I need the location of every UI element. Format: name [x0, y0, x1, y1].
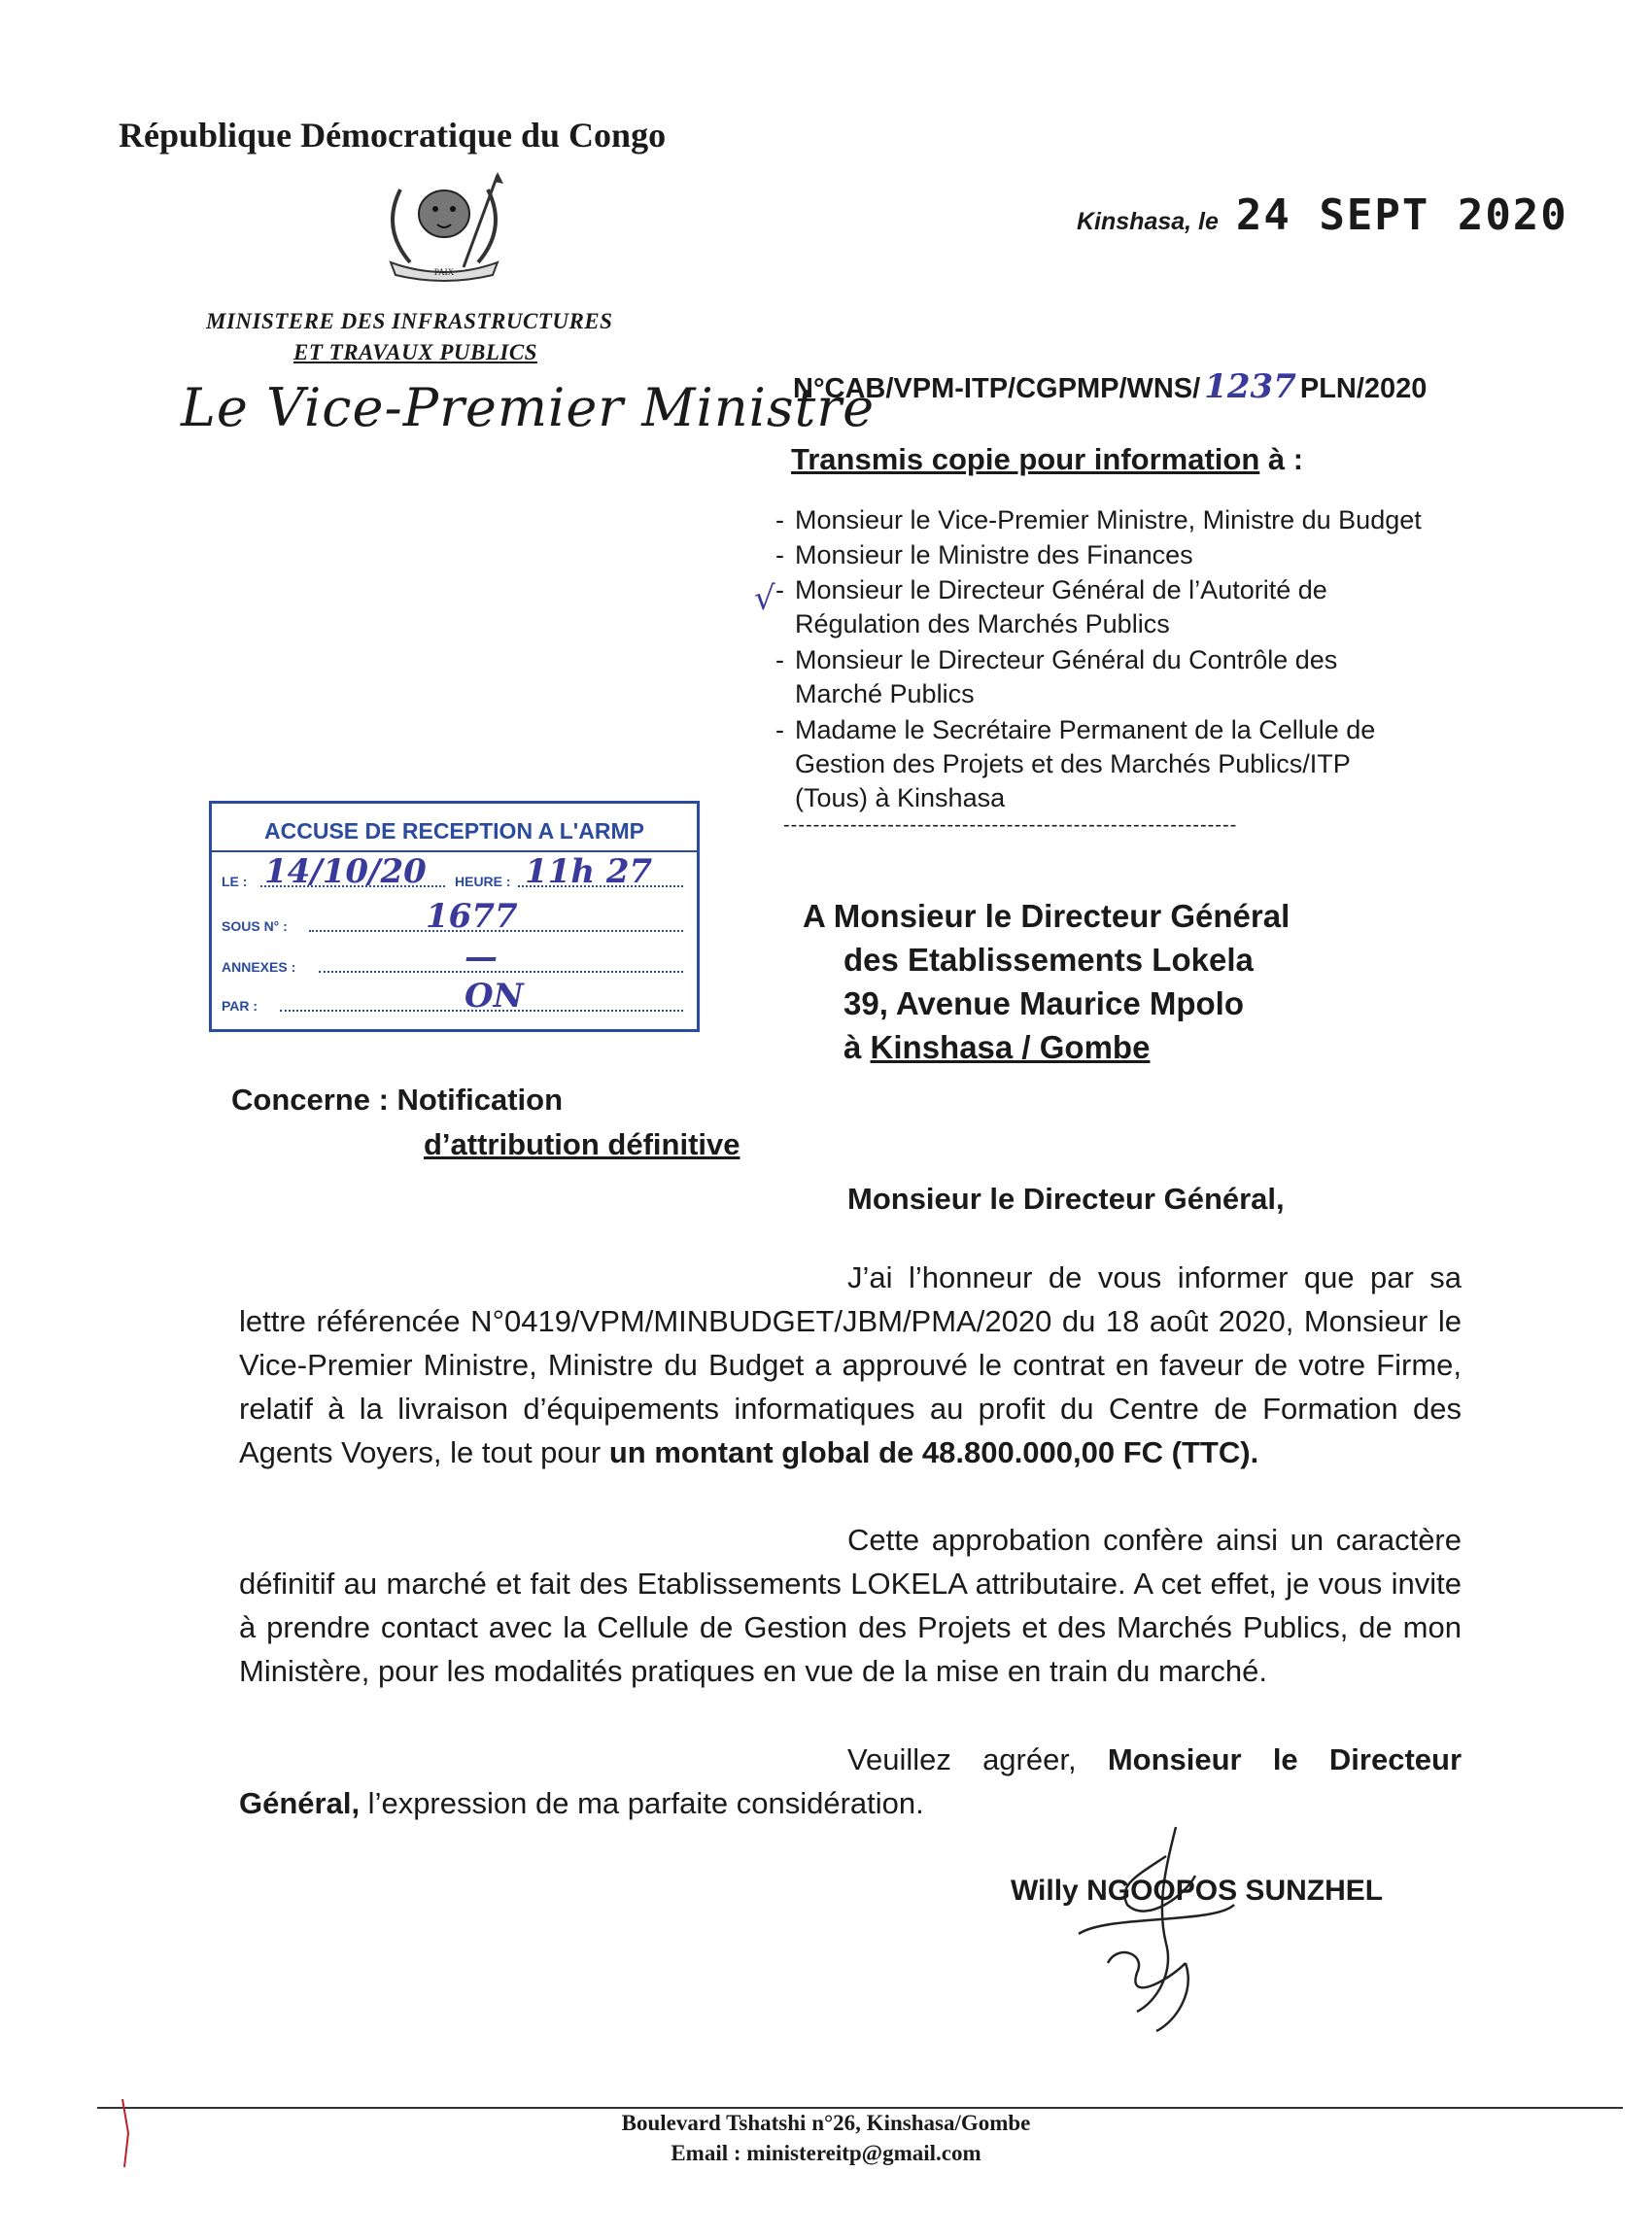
margin-pen-mark	[117, 2094, 136, 2172]
ministry-name-line2: ET TRAVAUX PUBLICS	[293, 340, 537, 364]
transmis-underlined: Transmis copie pour information	[791, 442, 1260, 476]
armp-reception-stamp	[209, 801, 700, 1032]
addressee-city: Kinshasa / Gombe	[870, 1029, 1151, 1065]
date-label: Kinshasa, le	[1077, 208, 1219, 235]
stamp-par-label: PAR :	[222, 998, 258, 1014]
handwritten-signature	[1020, 1817, 1254, 2041]
separator-line: -------------------------------------------------------------	[783, 814, 1238, 836]
transmis-rest: à :	[1259, 442, 1304, 476]
recipient-line: Monsieur le Directeur Général de l’Autorité de	[795, 575, 1327, 604]
reference-handwritten-number: 1237	[1204, 367, 1296, 406]
recipient-item: - Monsieur le Vice-Premier Ministre, Ministre du Budget	[775, 505, 1422, 534]
footer-divider	[97, 2107, 1623, 2109]
recipient-item: - Monsieur le Directeur Général de l’Autorité de Régulation des Marchés Publics	[775, 575, 1327, 638]
recipient-line: Monsieur le Directeur Général du Contrôle des	[795, 645, 1338, 674]
stamp-annexes-value: —	[465, 938, 498, 977]
addressee-line3: 39, Avenue Maurice Mpolo	[843, 985, 1244, 1021]
reference-suffix: PLN/2020	[1299, 373, 1428, 404]
addressee-line4: à Kinshasa / Gombe	[843, 1029, 1151, 1065]
ministry-name-line1: MINISTERE DES INFRASTRUCTURES	[206, 309, 613, 333]
signatory-name: Willy NGOOPOS SUNZHEL	[1011, 1875, 1384, 1907]
stamp-sous-label: SOUS N° :	[222, 918, 288, 934]
stamp-row-par	[222, 977, 687, 1016]
recipient-item: - Monsieur le Directeur Général du Contrôle des Marché Publics	[775, 645, 1338, 708]
footer-address: Boulevard Tshatshi n°26, Kinshasa/Gombe	[621, 2111, 1031, 2135]
concerne-subject: d’attribution définitive	[424, 1127, 740, 1161]
recipient-item: - Madame le Secrétaire Permanent de la Cellule de Gestion des Projets et des Marchés Publics/ITP (Tous) à Kinshasa	[775, 715, 1376, 812]
stamp-annexes-label: ANNEXES :	[222, 959, 296, 975]
recipient-item: - Monsieur le Ministre des Finances	[775, 540, 1193, 569]
recipient-line: (Tous) à Kinshasa	[795, 783, 1006, 812]
addressee-line2: des Etablissements Lokela	[843, 942, 1254, 978]
recipient-line: Madame le Secrétaire Permanent de la Cellule de	[795, 715, 1376, 744]
stamp-heure-value: 11h 27	[525, 852, 653, 891]
footer-email: Email : ministereitp@gmail.com	[671, 2141, 981, 2165]
transmis-heading	[791, 442, 1303, 477]
body-paragraph-1: J’ai l’honneur de vous informer que par sa lettre référencée N°0419/VPM/MINBUDGET/JBM/PMA/2020 du 18 août 2020, Monsieur le Vice-Premier Ministre, Ministre du Budget a approuvé le contrat en faveur de votre Firme, relatif à la livraison d’équipements informatiques au profit du Centre de Formation des Agents Voyers, le tout pour un montant global de 48.800.000,00 FC (TTC).	[239, 1260, 1462, 1469]
stamp-row-date	[222, 852, 687, 891]
stamp-row-sous	[222, 897, 687, 936]
date-line	[1077, 190, 1568, 240]
recipient-line: Marché Publics	[795, 679, 975, 708]
body-paragraph-3: Veuillez agréer, Monsieur le Directeur Général, l’expression de ma parfaite considération.	[239, 1742, 1463, 1820]
recipient-line: Gestion des Projets et des Marchés Publics/ITP	[795, 749, 1351, 778]
recipient-line: Monsieur le Vice-Premier Ministre, Ministre du Budget	[795, 505, 1422, 534]
amount-text: un montant global de 48.800.000,00 FC (TTC).	[608, 1435, 1259, 1469]
concerne-label: Concerne : Notification	[231, 1083, 564, 1117]
republic-heading: République Démocratique du Congo	[119, 116, 667, 155]
emblem-motto: PAIX	[433, 267, 455, 277]
stamp-sous-value: 1677	[426, 897, 518, 936]
addressee-line1: A Monsieur le Directeur Général	[803, 898, 1291, 934]
stamp-le-label: LE :	[222, 874, 248, 889]
stamp-par-value: ON	[465, 977, 524, 1016]
salutation: Monsieur le Directeur Général,	[847, 1182, 1285, 1216]
recipient-line: Monsieur le Ministre des Finances	[795, 540, 1193, 569]
stamp-title: ACCUSE DE RECEPTION A L'ARMP	[212, 811, 697, 852]
vice-premier-ministre-title: Le Vice-Premier Ministre	[181, 377, 876, 438]
stamp-le-value: 14/10/20	[264, 852, 427, 891]
stamp-heure-label: HEURE :	[455, 874, 511, 889]
coat-of-arms-emblem	[361, 170, 527, 285]
reference-number	[793, 367, 1427, 406]
addressee-block	[803, 894, 1290, 1069]
reference-prefix: N°CAB/VPM-ITP/CGPMP/WNS/	[793, 373, 1201, 404]
recipient-line: Régulation des Marchés Publics	[795, 609, 1170, 638]
date-stamp: 24 SEPT 2020	[1235, 190, 1568, 240]
body-paragraph-2: Cette approbation confère ainsi un caractère définitif au marché et fait des Etablissements LOKELA attributaire. A cet effet, je vous invite à prendre contact avec la Cellule de Gestion des Projets et des Marchés Publics, de mon Ministère, pour les modalités pratiques en vue de la mise en train du marché.	[239, 1523, 1462, 1688]
stamp-row-annexes	[222, 938, 687, 977]
check-mark-icon: √	[754, 579, 775, 618]
